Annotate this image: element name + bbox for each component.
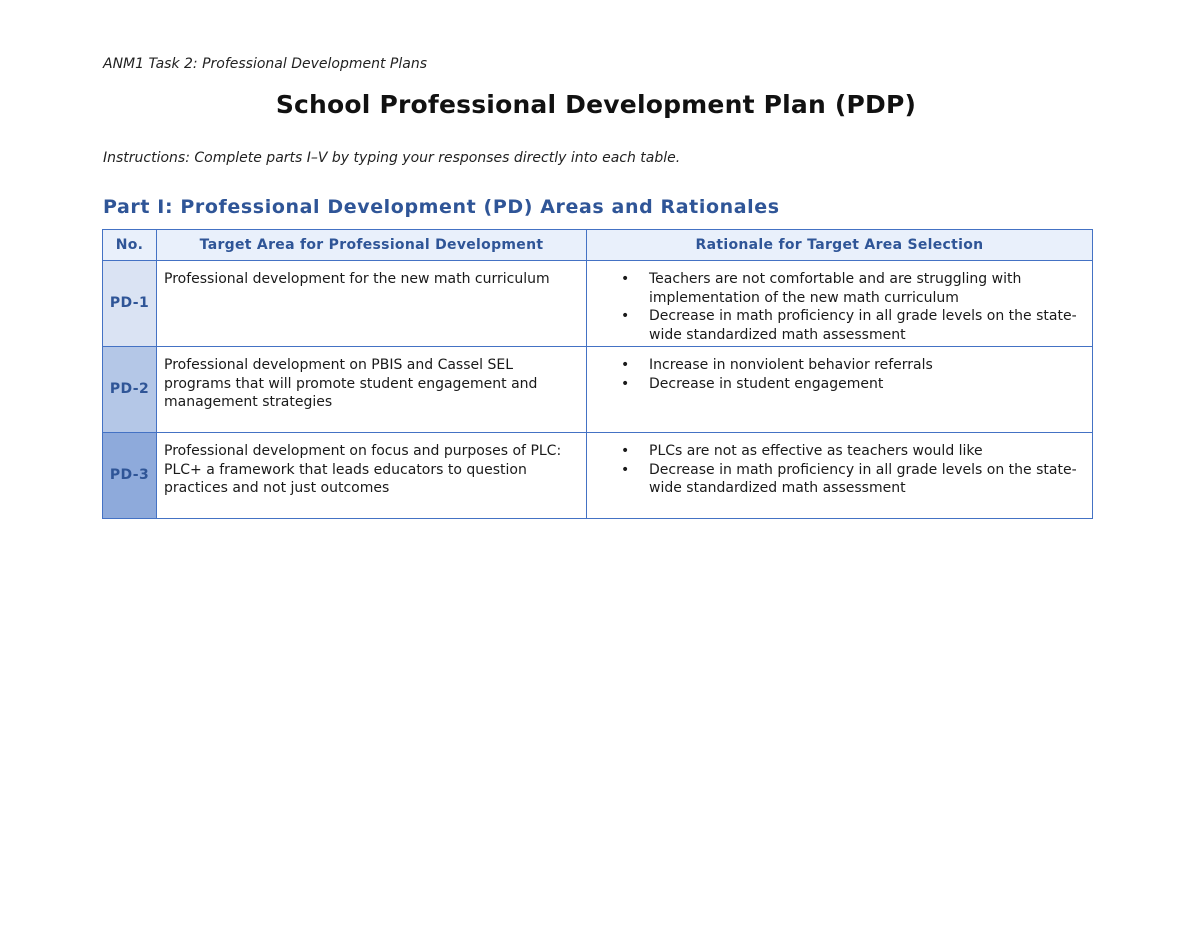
rationale-cell[interactable] (587, 261, 1093, 347)
column-header-target: Target Area for Professional Development (157, 230, 587, 261)
rationale-text: PLCs are not as effective as teachers would like (649, 443, 983, 459)
table-header-row (103, 230, 1093, 261)
row-number-cell: PD-3 (103, 433, 157, 519)
target-area-cell[interactable] (157, 261, 587, 347)
column-header-no: No. (103, 230, 157, 261)
pd-areas-table (102, 229, 1093, 519)
row-number-cell: PD-1 (103, 261, 157, 347)
row-number-cell: PD-2 (103, 347, 157, 433)
list-item (587, 356, 1084, 375)
target-area-text: Professional development on focus and purposes of PLC: PLC+ a framework that leads educators to question practices and not just outcomes (164, 443, 562, 496)
target-area-text: Professional development on PBIS and Cassel SEL programs that will promote student engagement and management strategies (164, 357, 538, 410)
bullet-icon: • (621, 443, 630, 459)
document-header: ANM1 Task 2: Professional Development Plans (103, 56, 427, 72)
rationale-text: Increase in nonviolent behavior referrals (649, 357, 933, 373)
target-area-cell[interactable] (157, 347, 587, 433)
rationale-text: Decrease in math proficiency in all grade levels on the state-wide standardized math assessment (649, 308, 1077, 343)
page-title: School Professional Development Plan (PDP) (275, 90, 917, 119)
list-item (587, 442, 1084, 461)
column-header-rationale: Rationale for Target Area Selection (587, 230, 1093, 261)
target-area-cell[interactable] (157, 433, 587, 519)
table-row (103, 347, 1093, 433)
rationale-text: Decrease in student engagement (649, 375, 884, 392)
bullet-icon: • (621, 461, 630, 478)
bullet-icon: • (621, 357, 630, 373)
target-area-text: Professional development for the new math curriculum (164, 271, 550, 287)
rationale-list (587, 261, 1092, 344)
list-item (587, 270, 1084, 307)
rationale-text: Teachers are not comfortable and are struggling with implementation of the new math curriculum (649, 271, 1022, 306)
bullet-icon: • (621, 271, 630, 287)
table-row (103, 433, 1093, 519)
list-item (587, 461, 1084, 498)
bullet-icon: • (621, 375, 630, 392)
rationale-cell[interactable] (587, 347, 1093, 433)
table-row (103, 261, 1093, 347)
instructions-text: Instructions: Complete parts I–V by typing your responses directly into each table. (103, 150, 681, 166)
rationale-list (587, 347, 1092, 393)
part-heading: Part I: Professional Development (PD) Areas and Rationales (103, 196, 780, 218)
list-item (587, 307, 1084, 344)
bullet-icon: • (621, 308, 630, 324)
rationale-cell[interactable] (587, 433, 1093, 519)
rationale-text: Decrease in math proficiency in all grade levels on the state-wide standardized math assessment (649, 461, 1077, 496)
rationale-list (587, 433, 1092, 498)
list-item (587, 375, 1084, 394)
